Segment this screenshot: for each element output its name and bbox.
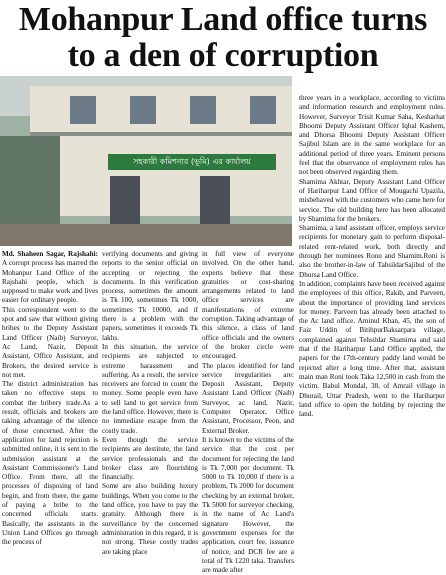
headline-line-2: to a den of corruption [67,37,379,74]
article-column-4 [299,94,445,419]
headline-line-1: Mohanpur Land office turns [18,1,428,38]
column-4-text: three years in a workplace, according to victims and information research and employment rules. However, Surveyor Trisit Kumar Saha, Kesharhat Bhoomi Deputy Assistant Officer Iqbal Kashem, and Dhorsa Bhoomi Deputy Assistant Officer Sajibul Islam are in the same workplace for an additional period of three years. Eminent persons feel that the observance of employment rules has not been observed regarding them. Shamima Akhtar, Deputy Assistant Land Officer of Hariharpur Land Office of Mougachi Upazila, misbehaved with the customers who came here for service. The old building here has been allocated by Shamima for the brokers. Shamima, a land assistant officer, employs service recipients for monetary gain to perform disposal-related rent-related work, both directly and through her nominees Ronu and Shamim.Roni is also the brother-in-law of TahsildarSajibul of the Dhorsa Land Office. In addition, complaints have been received against the employees of this office, Rakib, and Parveen, about the importance of providing land services for money. Parveen has already been attached to the Ac land office. Aminul Khan, 45, the son of Faiz Uddin of BitihpurBaksarpara village, complained against Tehsildar Shamima and said that if the Hariharpur Land Office applied, the papers for the 17th-century paddy land would be rejected after a long time. After that, assistant main man Roni took Taka 12,500 in cash from the victim. Babul Mondal, 38, of Amrail village in Dhurail, Uttar Pradesh, went to the Hariharpur land office to open the holding by rejecting the land. [299,94,445,419]
headline [0,2,446,74]
article-column-3 [202,250,294,575]
column-2-text: verifying documents and giving reports to the senior official on accepting or rejecting the documents. In this verification process, sometimes the amount is Tk 100, sometimes Tk 1000, sometimes Tk 10000, and if there is a problem with the papers, sometimes it exceeds Tk lakhs. In this situation, the service recipients are subjected to extreme harassment and suffering. As a result, the service receivers are forced to count the money. Some people even have to sell land to get service from the land office. However, there is no immediate escape from the costly trade. Even though the service recipients are destitute, the land service professionals and the broker class are flourishing financially. Some are also building luxury buildings. When you come to the land office, you have to pay the gratuity. Although there is surveillance by the concerned administration in this regard, it is not strong. These costly trades are taking place [102,250,198,556]
office-signboard: সহকারী কমিশনার (ভূমি) এর কার্যালয় [108,154,276,170]
article-column-1 [2,250,98,548]
column-3-text: in full view of everyone involved. On the other hand, experts believe that these gratuities or cost-sharing arrangements related to land office services are manifestations of extreme corruption. Taking advantage of this silence, a class of land office officials and the owners of the broker circle were encouraged. The places identified for land service irregularities are: Deposit Assistant, Deputy Assistant Land Officer (Naib) Surveyor, ac land, Nazir, Computer Operator, Office Assistant, Processor, Peon, and External Broker. It is known to the victims of the service that the cost per document for rejecting the land is Tk 7,000 per document. Tk 5000 to Tk 10,000 if there is a problem, Tk 2000 for document checking by an external broker, Tk 5000 for surveyor checking, in the name of Ac Land's signature However, the government expenses for the application, court fee, issuance of notice, and DCR fee are a total of Tk 1220 taka. Transfers are made after [202,250,294,575]
byline: Md. Shaheen Sagar, Rajshahi: [2,250,98,258]
column-1-text: A corrupt process has marred the Mohanpur Land Office of the Rajshahi people, which is supposed to make work and lives easier for ordinary people. This correspondent went to the spot and saw that without giving bribes to the Deputy Assistant Land Officer (Naib) Surveyor, Ac Land, Nazir, Deposit Assistant, Office Assistant, and Brokers, the desired service is not met. The district administration has taken no effective steps to combat the bribery trade.As a result, officials and brokers are taking advantage of the silence of those concerned. After the application for land rejection is submitted online, it is sent to the submission assistant at the Assistant Commissioner's Land Office. From there, all the processes of disposing of land begin, and from there, the game of paying a bribe to the concerned officials starts. Basically, the assistants in the Union Land Offices go through the process of [2,259,98,547]
article-photo [0,76,292,246]
article-column-2 [102,250,198,557]
